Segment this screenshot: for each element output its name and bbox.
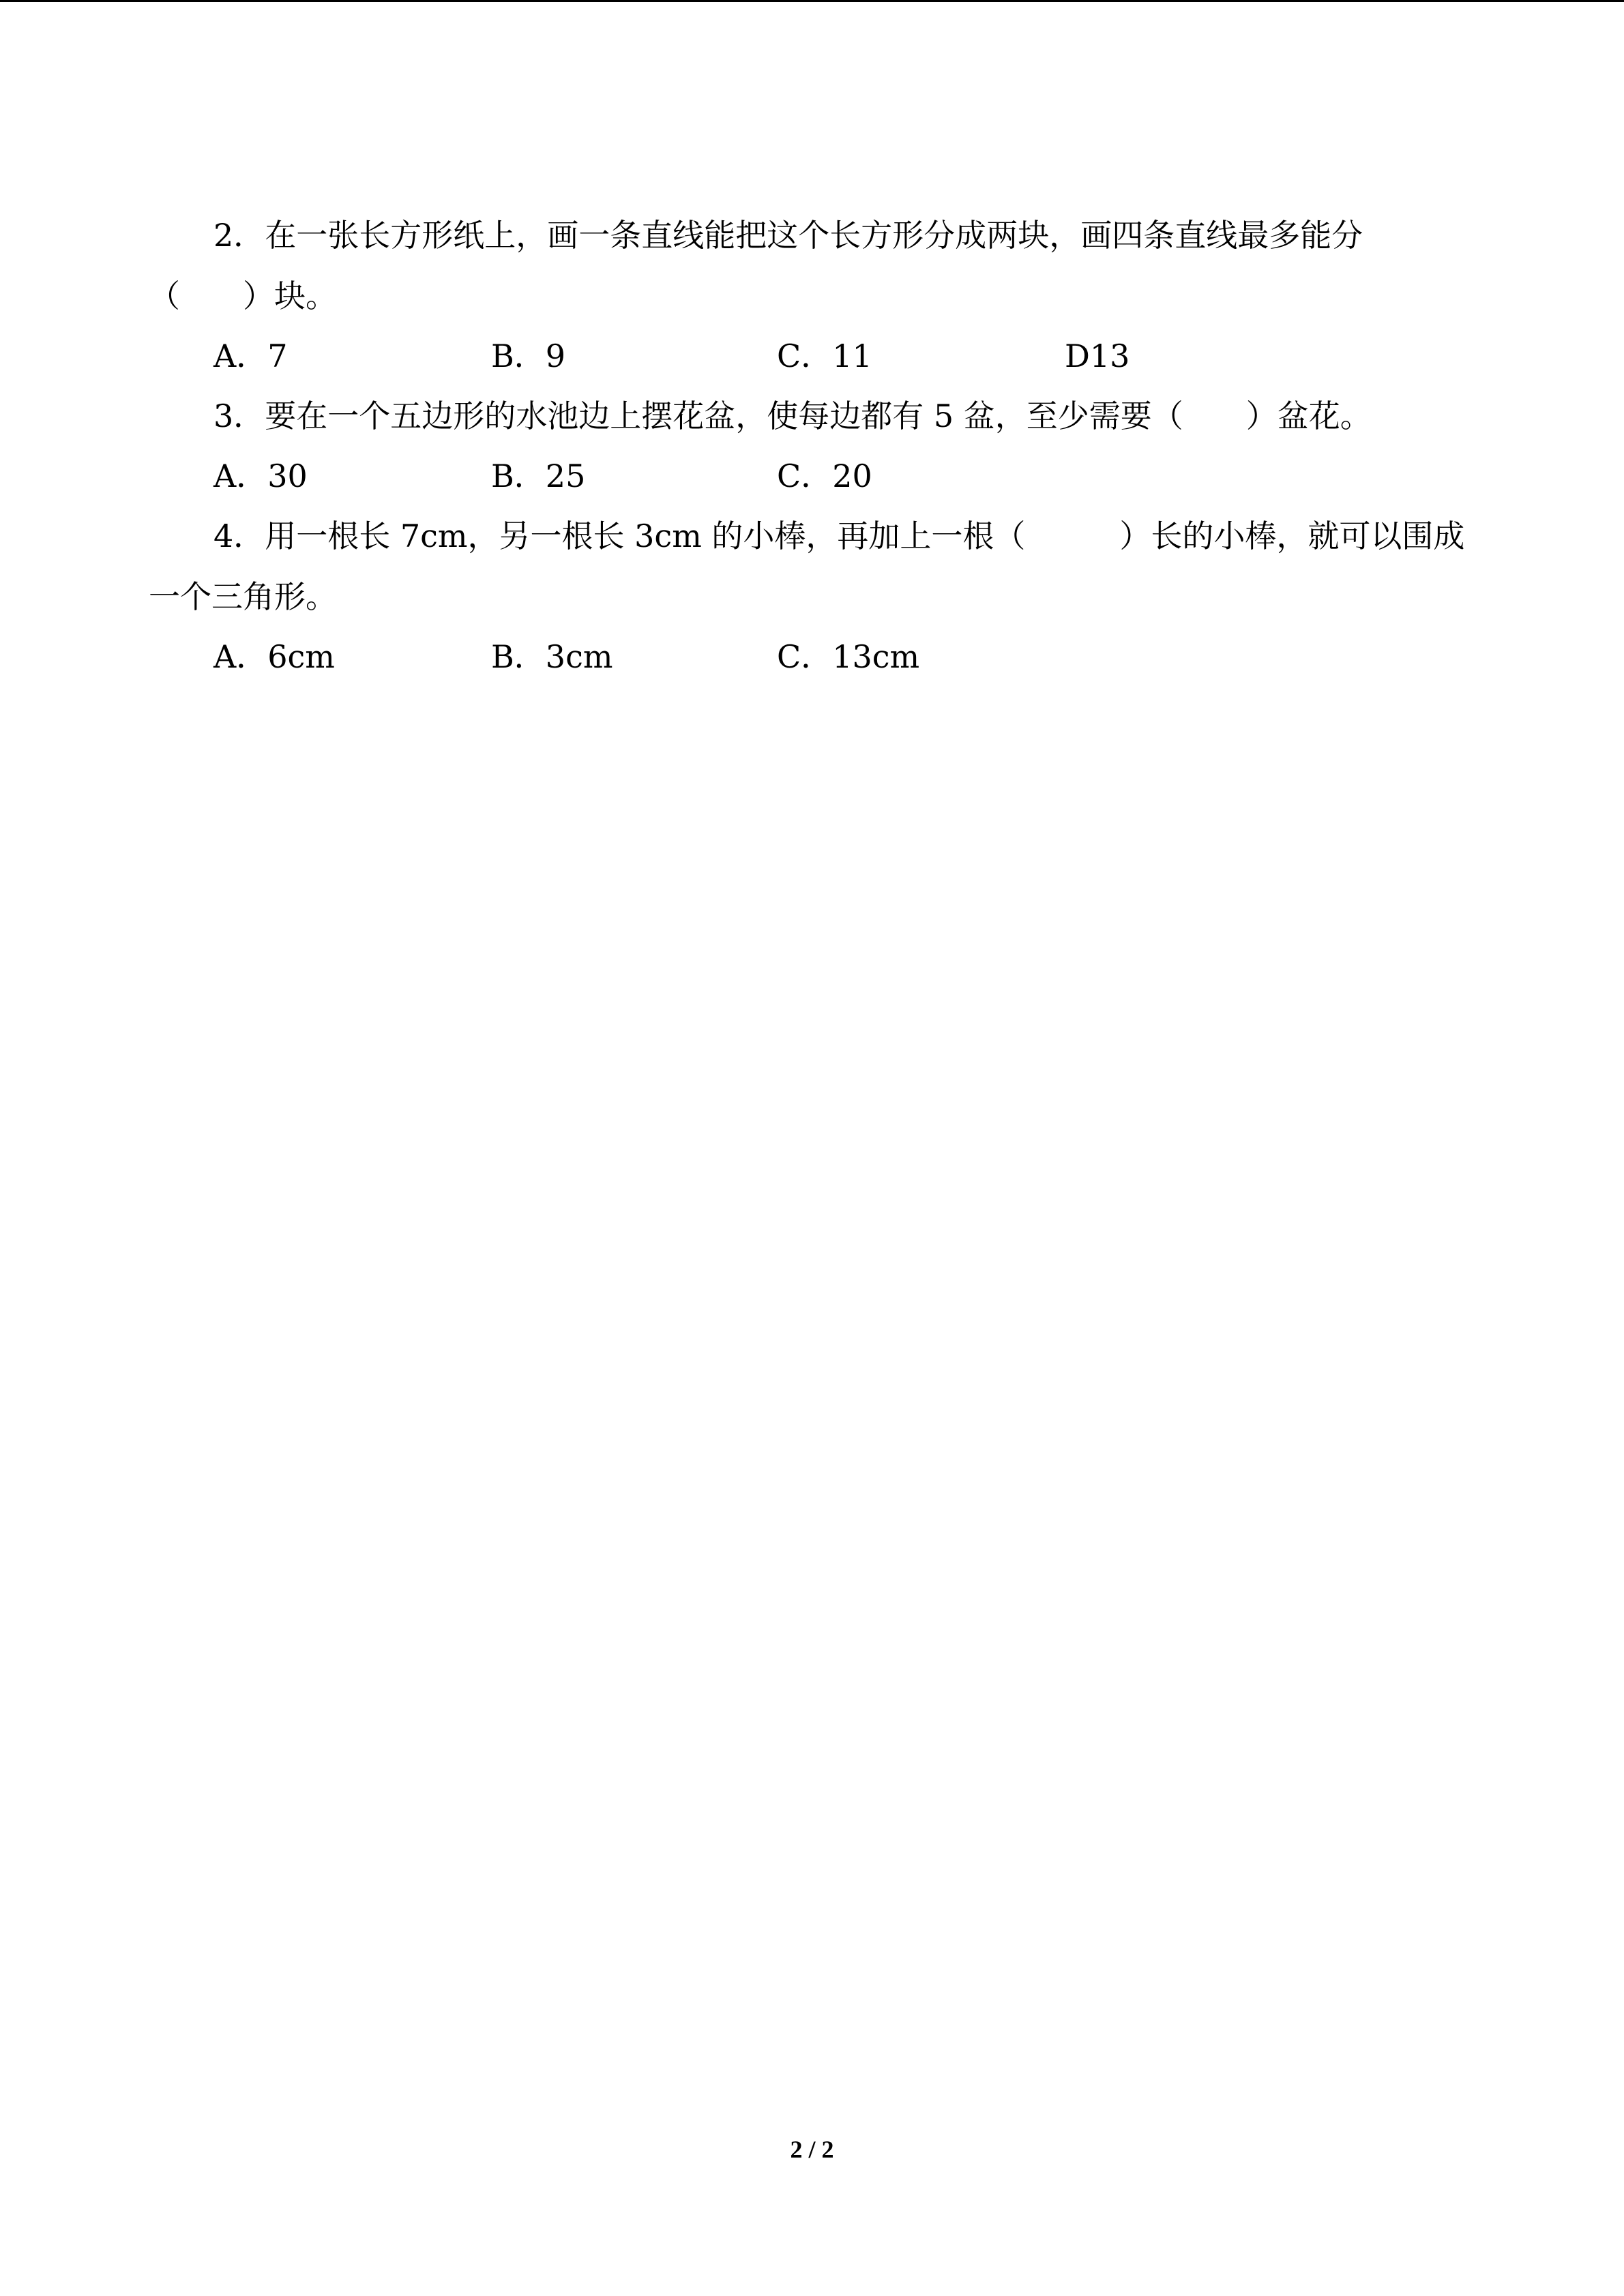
- question-4-text: 4．用一根长 7cm，另一根长 3cm 的小棒，再加上一根（ ）长的小棒，就可以围成: [213, 518, 1465, 554]
- question-2-option-c: C．11: [777, 338, 872, 374]
- question-2-option-b: B．9: [491, 338, 566, 374]
- page-number: 2 / 2: [790, 2136, 834, 2163]
- question-3-text: 3．要在一个五边形的水池边上摆花盆，使每边都有 5 盆，至少需要（ ）盆花。: [213, 398, 1372, 434]
- question-3-option-b: B．25: [491, 458, 586, 494]
- question-4-option-b: B．3cm: [491, 638, 613, 675]
- question-2-text-continued: （ ）块。: [149, 278, 337, 314]
- question-4-option-c: C．13cm: [777, 638, 920, 675]
- question-2-text: 2．在一张长方形纸上，画一条直线能把这个长方形分成两块，画四条直线最多能分: [213, 217, 1363, 254]
- question-3-option-c: C．20: [777, 458, 872, 494]
- question-4-text-continued: 一个三角形。: [149, 578, 337, 615]
- top-border-line: [0, 0, 1624, 2]
- question-2-option-d: D13: [1065, 338, 1130, 374]
- question-2-option-a: A．7: [213, 338, 288, 374]
- question-4-option-a: A．6cm: [213, 638, 335, 675]
- question-3-option-a: A．30: [213, 458, 308, 494]
